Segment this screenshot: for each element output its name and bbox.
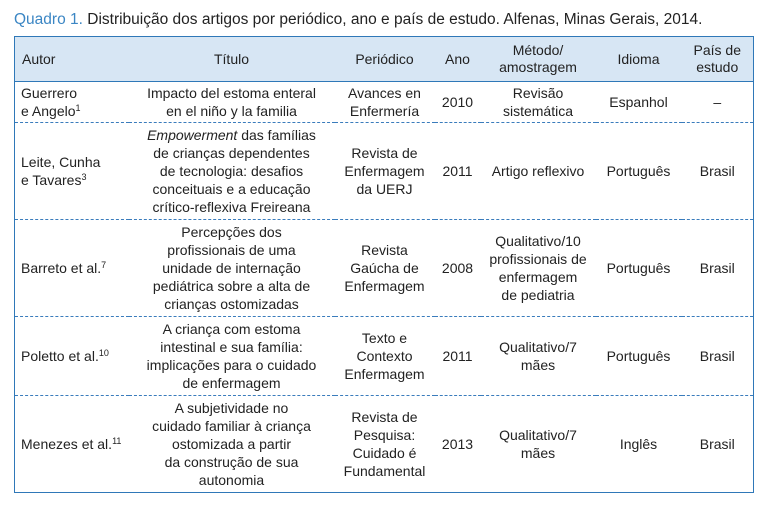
articles-table [14,36,754,493]
reference-number: 7 [101,260,107,270]
cell-idioma: Português [596,317,682,396]
caption-label: Quadro 1. [14,11,83,28]
header-pais: País de estudo [682,37,754,82]
table-row [15,220,754,317]
header-titulo: Título [129,37,335,82]
cell-ano: 2008 [435,220,481,317]
cell-idioma: Português [596,220,682,317]
cell-metodo: Qualitativo/7 mães [481,396,596,493]
cell-pais: Brasil [682,396,754,493]
cell-titulo: A criança com estoma intestinal e sua família: implicações para o cuidado de enfermagem [129,317,335,396]
cell-metodo: Qualitativo/7 mães [481,317,596,396]
cell-pais: Brasil [682,123,754,220]
caption-text: Distribuição dos artigos por periódico, ano e país de estudo. Alfenas, Minas Gerais, 2014. [82,11,703,28]
reference-number: 11 [112,436,122,446]
cell-autor: Poletto et al.$^{10}$ [15,317,129,396]
reference-number: 1 [75,103,81,113]
cell-pais: Brasil [682,317,754,396]
cell-ano: 2010 [435,82,481,123]
table-row [15,82,754,123]
cell-pais: – [682,82,754,123]
cell-autor: Leite, Cunha e Tavares$^3$ [15,123,129,220]
reference-number: 10 [98,348,109,358]
cell-titulo: Impacto del estoma enteral en el niño y la familia [129,82,335,123]
cell-periodico: Revista Gaúcha de Enfermagem [335,220,435,317]
cell-titulo: Percepções dos profissionais de uma unidade de internação pediátrica sobre a alta de crianças ostomizadas [129,220,335,317]
cell-pais: Brasil [682,220,754,317]
header-periodico: Periódico [335,37,435,82]
cell-autor: Menezes et al.$^{11}$ [15,396,129,493]
cell-ano: 2011 [435,123,481,220]
cell-titulo: A subjetividade no cuidado familiar à criança ostomizada a partir da construção de sua autonomia [129,396,335,493]
cell-periodico: Texto e Contexto Enfermagem [335,317,435,396]
cell-idioma: Inglês [596,396,682,493]
cell-periodico: Revista de Pesquisa: Cuidado é Fundamental [335,396,435,493]
table-row [15,317,754,396]
table-row [15,396,754,493]
cell-idioma: Espanhol [596,82,682,123]
header-row [15,37,754,82]
header-metodo: Método/ amostragem [481,37,596,82]
cell-metodo: Artigo reflexivo [481,123,596,220]
cell-autor: Barreto et al.$^7$ [15,220,129,317]
cell-titulo: Empowerment das famílias de crianças dependentes de tecnologia: desafios conceituais e a educação crítico-reflexiva Freireana [129,123,335,220]
cell-metodo: Qualitativo/10 profissionais de enfermagem de pediatria [481,220,596,317]
cell-periodico: Avances en Enfermería [335,82,435,123]
header-idioma: Idioma [596,37,682,82]
cell-ano: 2013 [435,396,481,493]
header-ano: Ano [435,37,481,82]
cell-ano: 2011 [435,317,481,396]
cell-autor: Guerrero e Angelo$^1$ [15,82,129,123]
cell-periodico: Revista de Enfermagem da UERJ [335,123,435,220]
header-autor: Autor [15,37,129,82]
reference-number: 3 [81,172,87,182]
cell-idioma: Português [596,123,682,220]
table-caption [14,11,702,29]
table-row [15,123,754,220]
cell-metodo: Revisão sistemática [481,82,596,123]
